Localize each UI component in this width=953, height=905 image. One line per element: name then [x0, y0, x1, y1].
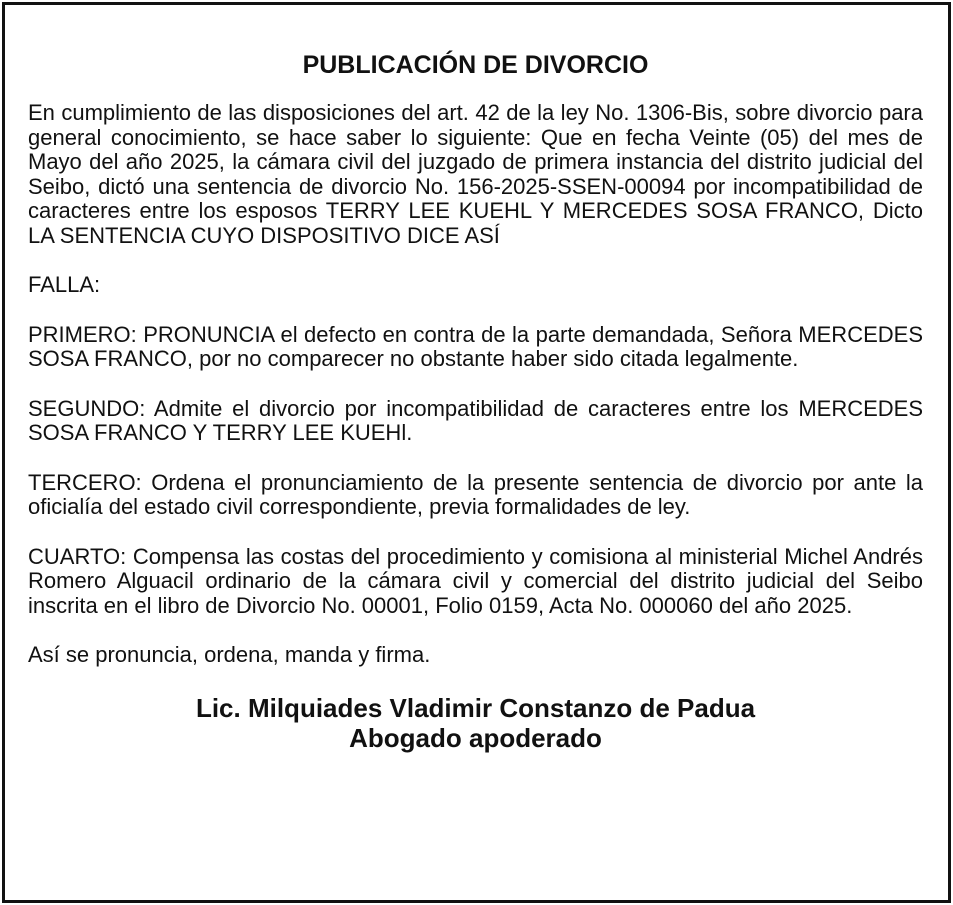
- intro-paragraph: En cumplimiento de las disposiciones del art. 42 de la ley No. 1306-Bis, sobre divorcio para general conocimiento, se hace saber lo siguiente: Que en fecha Veinte (05) del mes de Mayo del año 2025, la cámara civil del juzgado de primera instancia del distrito judicial del Seibo, dictó una sentencia de divorcio No. 156-2025-SSEN-00094 por incompatibilidad de caracteres entre los esposos TERRY LEE KUEHL Y MERCEDES SOSA FRANCO, Dicto LA SENTENCIA CUYO DISPOSITIVO DICE ASÍ: [28, 100, 923, 248]
- notice-frame: [2, 2, 951, 903]
- signature-block: [28, 693, 923, 753]
- signature-role: Abogado apoderado: [349, 722, 602, 753]
- segundo-paragraph: SEGUNDO: Admite el divorcio por incompatibilidad de caracteres entre los MERCEDES SOSA FRANCO Y TERRY LEE KUEHl.: [28, 395, 923, 445]
- tercero-paragraph: TERCERO: Ordena el pronunciamiento de la presente sentencia de divorcio por ante la oficialía del estado civil correspondiente, previa formalidades de ley.: [28, 469, 923, 519]
- notice-content: [28, 49, 923, 753]
- falla-heading: FALLA:: [28, 272, 101, 297]
- cuarto-paragraph: CUARTO: Compensa las costas del procedimiento y comisiona al ministerial Michel Andrés Romero Alguacil ordinario de la cámara civil y comercial del distrito judicial del Seibo inscrita en el libro de Divorcio No. 00001, Folio 0159, Acta No. 000060 del año 2025.: [28, 543, 923, 618]
- signature-name: Lic. Milquiades Vladimir Constanzo de Padua: [195, 692, 756, 723]
- primero-paragraph: PRIMERO: PRONUNCIA el defecto en contra de la parte demandada, Señora MERCEDES SOSA FRANCO, por no comparecer no obstante haber sido citada legalmente.: [28, 321, 923, 371]
- notice-title: PUBLICACIÓN DE DIVORCIO: [302, 51, 649, 79]
- closing-paragraph: Así se pronuncia, ordena, manda y firma.: [28, 642, 431, 667]
